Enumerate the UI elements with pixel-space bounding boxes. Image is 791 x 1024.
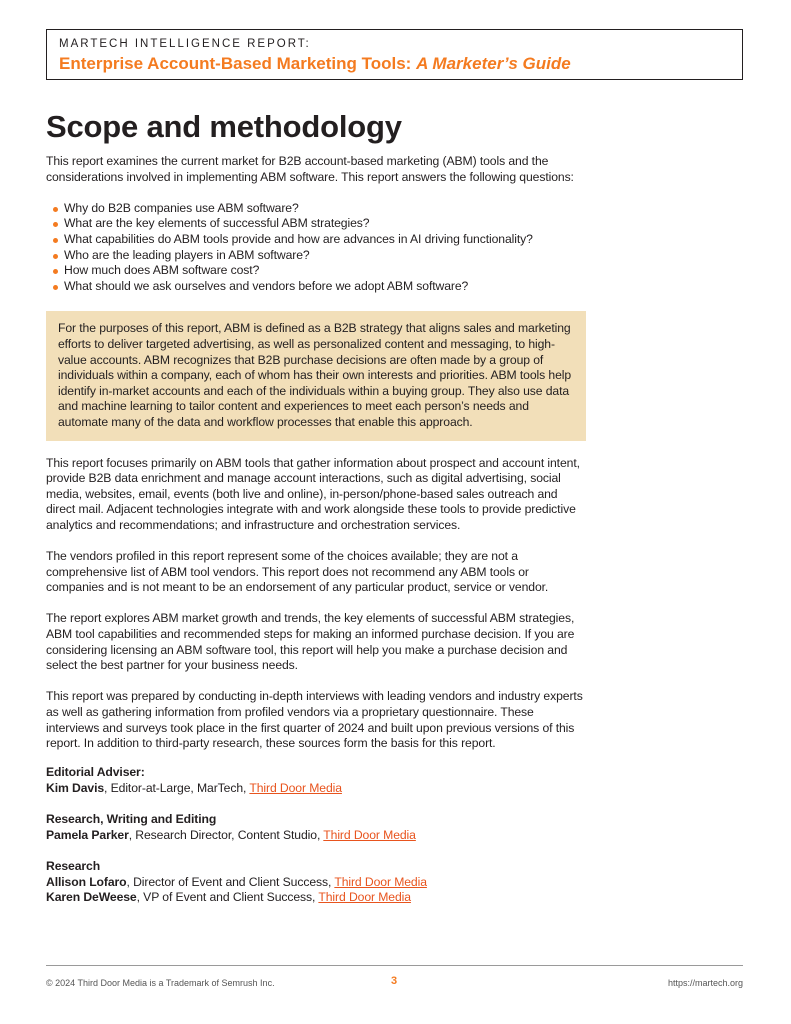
page-title: Scope and methodology: [46, 109, 402, 144]
questions-list: [46, 201, 586, 295]
list-item: What capabilities do ABM tools provide and how are advances in AI driving functionality?: [46, 232, 586, 248]
credit-heading: Research: [46, 858, 101, 873]
page-number: 3: [391, 975, 398, 987]
person-role: , VP of Event and Client Success,: [136, 890, 319, 905]
definition-callout: [46, 311, 586, 440]
third-door-media-link[interactable]: Third Door Media: [334, 874, 427, 889]
credit-heading: Research, Writing and Editing: [46, 812, 217, 827]
credit-line: [46, 875, 586, 891]
person-name: Kim Davis: [46, 780, 105, 795]
bullet-icon: [53, 207, 58, 212]
list-item: What should we ask ourselves and vendors before we adopt ABM software?: [46, 279, 586, 295]
footer-url[interactable]: https://martech.org: [667, 978, 743, 988]
list-item: What are the key elements of successful ABM strategies?: [46, 216, 586, 232]
credit-editorial-adviser: [46, 765, 586, 796]
body-paragraph: The vendors profiled in this report represent some of the choices available; they are not a comprehensive list of ABM tool vendors. This report does not recommend any ABM tools or companies and is not meant to be an endorsement of any particular product, service or vendor.: [46, 549, 549, 595]
credit-research: [46, 859, 586, 906]
person-name: Allison Lofaro: [46, 874, 127, 889]
footer-copyright: © 2024 Third Door Media is a Trademark of Semrush Inc.: [46, 978, 275, 988]
credit-line: [46, 781, 586, 797]
person-role: , Director of Event and Client Success,: [126, 874, 335, 889]
bullet-icon: [53, 285, 58, 290]
list-item: Who are the leading players in ABM software?: [46, 248, 586, 264]
body-paragraph: This report focuses primarily on ABM tools that gather information about prospect and account intent, provide B2B data enrichment and manage account interactions, such as digital advertising, social media, websites, email, events (both live and online), in-person/phone-based sales outreach and direct mail. Adjacent technologies integrate with and work alongside these tools to provide predictive analytics and recommendations; and infrastructure and orchestration services.: [46, 455, 580, 532]
third-door-media-link[interactable]: Third Door Media: [323, 827, 416, 842]
bullet-icon: [53, 254, 58, 259]
person-name: Karen DeWeese: [46, 890, 137, 905]
report-title-italic: A Marketer’s Guide: [416, 54, 571, 73]
credit-research-writing: [46, 812, 586, 843]
body-paragraph: This report was prepared by conducting in-depth interviews with leading vendors and industry experts as well as gathering information from profiled vendors via a proprietary questionnaire. These interviews and surveys took place in the first quarter of 2024 and built upon previous versions of this report. In addition to third-party research, these sources form the basis for this report.: [46, 689, 583, 751]
report-header: [46, 29, 743, 80]
body-paragraph: The report explores ABM market growth and trends, the key elements of successful ABM strategies, ABM tool capabilities and recommended steps for making an informed purchase decision. If you are considering licensing an ABM software tool, this report will help you make a purchase decision and select the best partner for your business needs.: [46, 611, 575, 673]
callout-text: For the purposes of this report, ABM is defined as a B2B strategy that aligns sales and marketing efforts to deliver targeted advertising, as well as personalized content and messaging, to high-value accounts. ABM recognizes that B2B purchase decisions are often made by a group of individuals within a company, each of whom has their own interests and priorities. ABM tools help identify in-market accounts and each of the individuals within a buying group. They also use data and machine learning to tailor content and experiences to meet each person’s needs and automate many of the data and workflow processes that enable this approach.: [58, 321, 572, 429]
bullet-icon: [53, 269, 58, 274]
report-title: [59, 54, 571, 74]
third-door-media-link[interactable]: Third Door Media: [318, 890, 411, 905]
report-title-main: Enterprise Account-Based Marketing Tools:: [59, 54, 417, 73]
person-role: , Editor-at-Large, MarTech,: [104, 780, 250, 795]
list-item: Why do B2B companies use ABM software?: [46, 201, 586, 217]
credit-line: [46, 890, 586, 906]
person-name: Pamela Parker: [46, 827, 129, 842]
person-role: , Research Director, Content Studio,: [128, 827, 324, 842]
third-door-media-link[interactable]: Third Door Media: [249, 780, 342, 795]
bullet-icon: [53, 222, 58, 227]
list-item: How much does ABM software cost?: [46, 263, 586, 279]
credit-heading: Editorial Adviser:: [46, 765, 145, 780]
intro-paragraph: This report examines the current market for B2B account-based marketing (ABM) tools and the considerations involved in implementing ABM software. This report answers the following questions:: [46, 154, 574, 184]
report-kicker: MARTECH INTELLIGENCE REPORT:: [59, 38, 311, 50]
bullet-icon: [53, 238, 58, 243]
credit-line: [46, 828, 586, 844]
footer-divider: [46, 965, 743, 966]
credits: [46, 765, 586, 905]
main-content: [46, 154, 586, 921]
